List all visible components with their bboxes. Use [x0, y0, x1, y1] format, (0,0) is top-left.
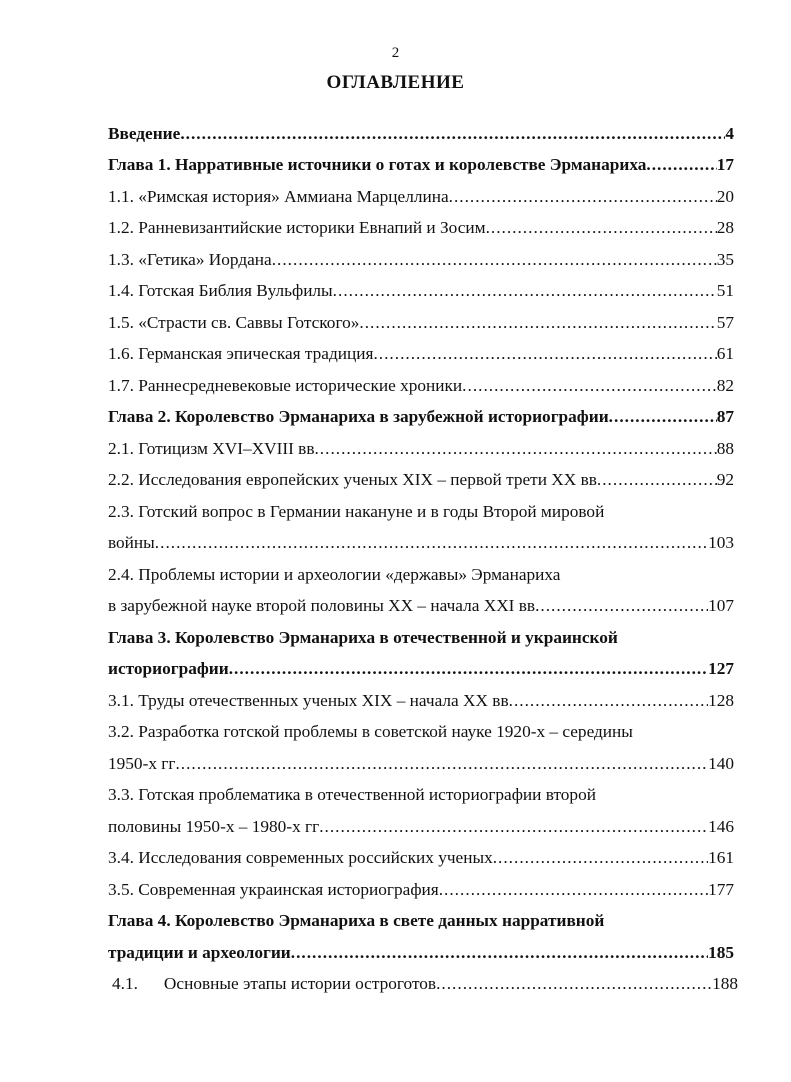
toc-entry-3-2[interactable]: 1950-х гг ..... 140 — [108, 753, 734, 775]
toc-page-number: 92 — [716, 470, 734, 489]
toc-page-number: 128 — [708, 691, 734, 710]
toc-entry-chapter-3-line-1[interactable]: Глава 3. Королевство Эрманариха в отечественной и украинской — [108, 628, 618, 647]
toc-entry-3-3[interactable]: половины 1950-х – 1980-х гг ..... 146 — [108, 816, 734, 838]
toc-entry-introduction[interactable]: Введение ..... 4 — [108, 123, 734, 145]
toc-entry-3-5[interactable]: 3.5. Современная украинская историография ..... 177 — [108, 879, 734, 901]
toc-page-number: 107 — [708, 596, 734, 615]
toc-page-number: 57 — [716, 313, 734, 332]
toc-entry-3-1[interactable]: 3.1. Труды отечественных ученых XIX – начала XX вв ..... 128 — [108, 690, 734, 712]
toc-page-number: 17 — [716, 155, 734, 174]
toc-page-number: 88 — [716, 439, 734, 458]
toc-entry-3-3-line-1[interactable]: 3.3. Готская проблематика в отечественной историографии второй — [108, 785, 596, 804]
toc-entry-1-6[interactable]: 1.6. Германская эпическая традиция ..... 61 — [108, 343, 734, 365]
toc-page-number: 61 — [716, 344, 734, 363]
toc-entry-2-1[interactable]: 2.1. Готицизм XVI–XVIII вв ..... 88 — [108, 438, 734, 460]
toc-page-number: 177 — [708, 880, 734, 899]
toc-page-number: 28 — [716, 218, 734, 237]
toc-entry-chapter-4[interactable]: традиции и археологии ..... 185 — [108, 942, 734, 964]
toc-entry-2-3[interactable]: войны ..... 103 — [108, 532, 734, 554]
toc-entry-1-5[interactable]: 1.5. «Страсти св. Саввы Готского» ..... 57 — [108, 312, 734, 334]
toc-page-number: 87 — [716, 407, 734, 426]
toc-entry-3-4[interactable]: 3.4. Исследования современных российских ученых ..... 161 — [108, 847, 734, 869]
toc-page-number: 20 — [716, 187, 734, 206]
toc-entry-1-4[interactable]: 1.4. Готская Библия Вульфилы ..... 51 — [108, 280, 734, 302]
toc-entry-chapter-1[interactable]: Глава 1. Нарративные источники о готах и королевстве Эрманариха ..... 17 — [108, 154, 734, 176]
toc-entry-2-4-line-1[interactable]: 2.4. Проблемы истории и археологии «державы» Эрманариха — [108, 565, 561, 584]
toc-entry-2-4[interactable]: в зарубежной науке второй половины XX – начала XXI вв ..... 107 — [108, 595, 734, 617]
toc-page-number: 82 — [716, 376, 734, 395]
toc-entry-4-1[interactable]: 4.1. Основные этапы истории остроготов ..... 188 — [108, 973, 738, 995]
toc-entry-1-7[interactable]: 1.7. Раннесредневековые исторические хроники ..... 82 — [108, 375, 734, 397]
toc-page-number: 140 — [708, 754, 734, 773]
toc-entry-1-2[interactable]: 1.2. Ранневизантийские историки Евнапий и Зосим ..... 28 — [108, 217, 734, 239]
toc-entry-chapter-4-line-1[interactable]: Глава 4. Королевство Эрманариха в свете данных нарративной — [108, 911, 605, 930]
toc-entry-1-1[interactable]: 1.1. «Римская история» Аммиана Марцеллина ..... 20 — [108, 186, 734, 208]
toc-entry-2-3-line-1[interactable]: 2.3. Готский вопрос в Германии накануне и в годы Второй мировой — [108, 502, 605, 521]
toc-page-number: 4 — [725, 124, 734, 143]
toc-page-number: 146 — [708, 817, 734, 836]
toc-page-number: 51 — [716, 281, 734, 300]
toc-entry-3-2-line-1[interactable]: 3.2. Разработка готской проблемы в советской науке 1920-х – середины — [108, 722, 633, 741]
toc-title: ОГЛАВЛЕНИЕ — [326, 72, 465, 93]
toc-entry-number: 4.1. — [112, 974, 138, 993]
toc-page-number: 127 — [708, 659, 734, 678]
toc-entry-1-3[interactable]: 1.3. «Гетика» Иордана ..... 35 — [108, 249, 734, 271]
toc-entry-2-2[interactable]: 2.2. Исследования европейских ученых XIX – первой трети XX вв ..... 92 — [108, 469, 734, 491]
page-number: 2 — [391, 45, 400, 61]
toc-page-number: 188 — [712, 974, 738, 993]
toc-entry-chapter-3[interactable]: историографии ..... 127 — [108, 658, 734, 680]
toc-page-number: 161 — [708, 848, 734, 867]
toc-entry-chapter-2[interactable]: Глава 2. Королевство Эрманариха в зарубежной историографии ..... 87 — [108, 406, 734, 428]
toc-page-number: 35 — [716, 250, 734, 269]
toc-page-number: 103 — [708, 533, 734, 552]
toc-page-number: 185 — [708, 943, 734, 962]
